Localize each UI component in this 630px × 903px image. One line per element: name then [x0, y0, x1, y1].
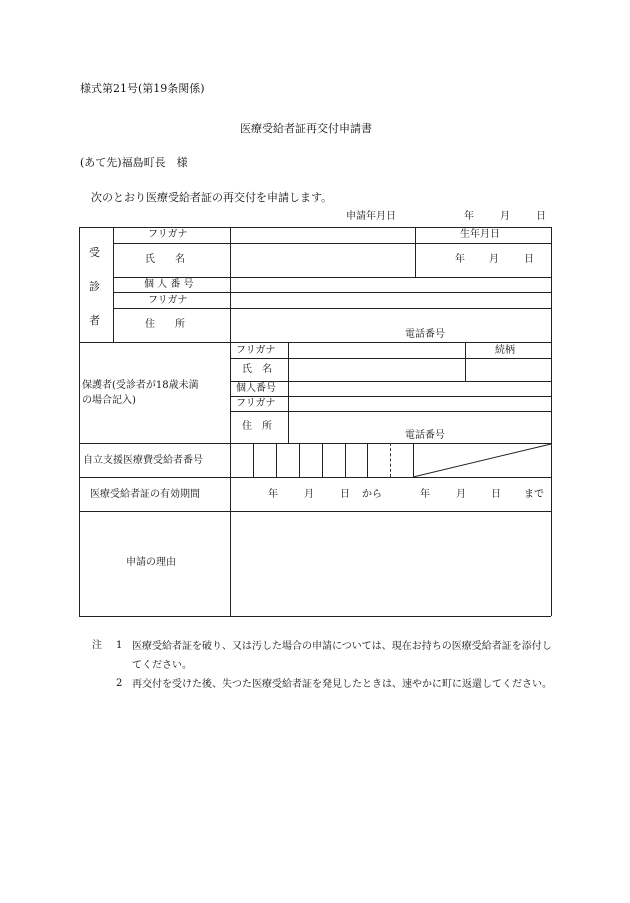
- note-2-text: 再交付を受けた後、失つた医療受給者証を発見したときは、速やかに町に返還してください。: [132, 679, 552, 690]
- guardian-individual-number-field[interactable]: [289, 382, 550, 396]
- addressee: (あて先)福島町長 様: [80, 156, 188, 169]
- application-month-label: 月: [500, 211, 510, 222]
- patient-group-char-2: 診: [89, 280, 100, 293]
- validity-year1: 年: [268, 489, 278, 500]
- guardian-name-label: 氏 名: [242, 364, 272, 375]
- patient-group-divider: [113, 227, 114, 342]
- validity-day2: 日: [491, 489, 501, 500]
- recipient-number-field[interactable]: [231, 444, 413, 477]
- birth-day-label: 日: [524, 254, 534, 265]
- validity-month1: 月: [304, 489, 314, 500]
- document-title: 医療受給者証再交付申請書: [240, 122, 372, 135]
- relationship-field[interactable]: [466, 359, 550, 381]
- note-1-text: 医療受給者証を破り、又は汚した場合の申請については、現在お持ちの医療受給者証を添付してください。: [132, 641, 552, 671]
- patient-name-field[interactable]: [231, 244, 414, 277]
- note-1-number: 1: [116, 640, 123, 651]
- relationship-label: 続柄: [495, 345, 515, 356]
- guardian-individual-number-label: 個人番号: [236, 383, 276, 394]
- application-date-field[interactable]: [406, 208, 551, 226]
- patient-individual-number-field[interactable]: [231, 278, 550, 292]
- guardian-name-field[interactable]: [289, 359, 464, 381]
- patient-name-label: 氏 名: [145, 254, 185, 265]
- guardian-phone-label: 電話番号: [405, 430, 445, 441]
- note-2-number: 2: [116, 678, 123, 689]
- form-number: 様式第21号(第19条関係): [80, 82, 205, 95]
- application-day-label: 日: [536, 211, 546, 222]
- intro-text: 次のとおり医療受給者証の再交付を申請します。: [91, 191, 333, 204]
- guardian-furigana2-label: フリガナ: [236, 398, 276, 409]
- patient-address-label: 住 所: [145, 319, 185, 330]
- reason-field[interactable]: [231, 512, 550, 615]
- patient-phone-label: 電話番号: [405, 329, 445, 340]
- guardian-furigana-label: フリガナ: [236, 345, 276, 356]
- validity-label: 医療受給者証の有効期間: [90, 489, 200, 500]
- patient-furigana-field[interactable]: [231, 228, 414, 243]
- diagonal-strike: [413, 443, 552, 478]
- validity-month2: 月: [456, 489, 466, 500]
- validity-year2: 年: [420, 489, 430, 500]
- validity-until: まで: [524, 489, 544, 500]
- guardian-address-label: 住 所: [242, 421, 272, 432]
- application-year-label: 年: [464, 211, 474, 222]
- birth-year-label: 年: [455, 254, 465, 265]
- patient-group-char-3: 者: [89, 314, 100, 327]
- table-bottom-border: [79, 616, 551, 617]
- validity-day1: 日: [340, 489, 350, 500]
- validity-period-field[interactable]: [231, 478, 550, 511]
- validity-from: から: [362, 489, 382, 500]
- guardian-group-label-line1: 保護者(受診者が18歳未満: [82, 380, 199, 391]
- patient-individual-number-label: 個 人 番 号: [144, 279, 194, 290]
- application-date-label: 申請年月日: [346, 211, 396, 222]
- guardian-address-furigana-field[interactable]: [289, 397, 550, 411]
- reason-label: 申請の理由: [126, 557, 176, 568]
- table-left-border: [79, 227, 80, 616]
- patient-furigana2-label: フリガナ: [148, 295, 188, 306]
- patient-group-char-1: 受: [89, 246, 100, 259]
- patient-address-furigana-field[interactable]: [231, 293, 550, 308]
- birth-month-label: 月: [489, 254, 499, 265]
- patient-furigana-label: フリガナ: [148, 229, 188, 240]
- table-right-border: [551, 227, 552, 616]
- birthdate-label: 生年月日: [460, 229, 500, 240]
- guardian-furigana-field[interactable]: [289, 343, 464, 358]
- recipient-number-label: 自立支援医療費受給者番号: [83, 455, 203, 466]
- notes-heading: 注: [92, 640, 102, 651]
- guardian-group-label-line2: の場合記入): [82, 395, 136, 406]
- patient-address-field[interactable]: [231, 309, 550, 342]
